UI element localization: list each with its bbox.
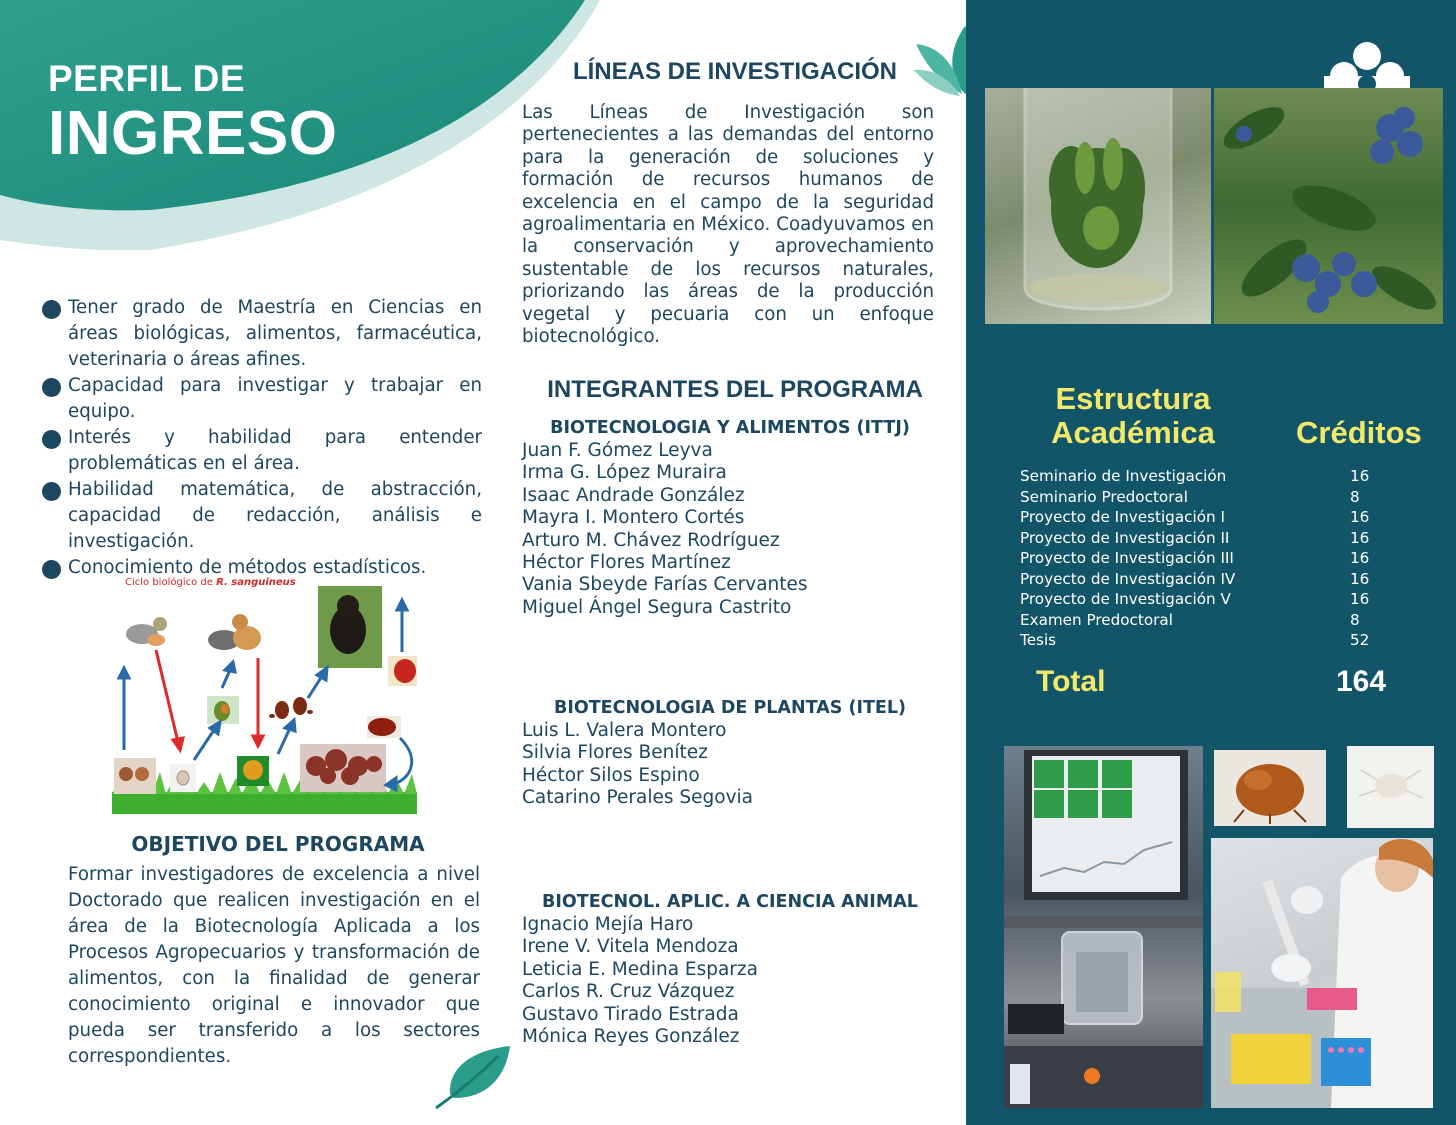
blueberries-illustration	[1214, 88, 1443, 324]
course-credits: 52	[1350, 631, 1370, 649]
list-item: Vania Sbeyde Farías Cervantes	[522, 574, 808, 596]
list-item: Ignacio Mejía Haro	[522, 914, 694, 935]
course-credits: 16	[1350, 508, 1370, 526]
objetivo-text: Formar investigadores de excelencia a nivel Doctorado que realicen investigación en el área de la Biotecnología Aplicada a los Procesos Agropecuarios y transformación de alimentos, con la finalidad de generar conocimiento original e innovador que pueda ser transferido a los sectores correspondientes.	[68, 864, 480, 1067]
estructura-heading-line1: Estructura	[1055, 381, 1211, 416]
group-heading-animal: BIOTECNOL. APLIC. A CIENCIA ANIMAL	[542, 892, 918, 912]
list-item: Juan F. Gómez Leyva	[522, 440, 713, 461]
laboratory-photo	[1211, 838, 1433, 1108]
bullet-icon	[42, 560, 61, 579]
table-row	[1020, 569, 1380, 590]
course-credits: 8	[1350, 610, 1360, 629]
group-heading-plantas: BIOTECNOLOGIA DE PLANTAS (ITEL)	[553, 698, 906, 718]
institution-seal-icon	[1324, 40, 1410, 94]
mite-illustration	[1347, 746, 1434, 828]
list-item	[42, 373, 482, 425]
bioreactor-photo	[1004, 746, 1203, 1108]
requirement-text: Habilidad matemática, de abstracción, capacidad de redacción, análisis e investigación.	[68, 479, 482, 552]
course-credits: 16	[1350, 467, 1370, 485]
bullet-icon	[42, 482, 61, 501]
beetle-photo	[1214, 750, 1326, 826]
credits-table	[1020, 466, 1380, 651]
bioreactor-illustration	[1004, 746, 1203, 1108]
list-item	[42, 477, 482, 555]
course-name: Proyecto de Investigación I	[1020, 508, 1225, 526]
caption-prefix: Ciclo biológico de	[125, 577, 217, 588]
course-name: Seminario Predoctoral	[1020, 487, 1188, 506]
estructura-heading	[1030, 382, 1236, 450]
lineas-text: Las Líneas de Investigación son pertenecientes a las demandas del entorno para la generación de soluciones y formación de recursos humanos de excelencia en el campo de la seguridad agroalimentaria en México. Coadyuvamos en la conservación y aprovechamiento sustentable de los recursos naturales, priorizando las áreas de la producción vegetal y pecuaria con un enfoque biotecnológico.	[522, 102, 934, 348]
list-item: Luis L. Valera Montero	[522, 720, 727, 741]
estructura-heading-line2: Académica	[1051, 415, 1215, 450]
list-item: Carlos R. Cruz Vázquez	[522, 981, 735, 1003]
list-item: Mayra I. Montero Cortés	[522, 507, 745, 529]
integrantes-heading: INTEGRANTES DEL PROGRAMA	[547, 376, 923, 403]
requirement-text: Interés y habilidad para entender problemáticas en el área.	[68, 427, 482, 474]
table-row	[1020, 528, 1380, 549]
total-label: Total	[1036, 665, 1106, 698]
list-item	[42, 425, 482, 477]
lineas-heading: LÍNEAS DE INVESTIGACIÓN	[572, 58, 898, 85]
life-cycle-figure	[112, 578, 417, 814]
course-name: Proyecto de Investigación III	[1020, 549, 1234, 567]
creditos-heading: Créditos	[1296, 415, 1422, 450]
blueberries-photo	[1214, 88, 1443, 324]
requirement-text: Capacidad para investigar y trabajar en equipo.	[68, 375, 482, 422]
list-item: Catarino Perales Segovia	[522, 787, 753, 809]
group-heading-alimentos: BIOTECNOLOGIA Y ALIMENTOS (ITTJ)	[550, 418, 910, 438]
course-name: Seminario de Investigación	[1020, 467, 1227, 485]
members-list-animal	[522, 914, 758, 1048]
list-item: Arturo M. Chávez Rodríguez	[522, 529, 780, 551]
caption-species: R. sanguineus	[216, 577, 296, 588]
list-item: Gustavo Tirado Estrada	[522, 1003, 739, 1025]
list-item: Leticia E. Medina Esparza	[522, 958, 758, 980]
course-credits: 16	[1350, 549, 1370, 567]
bullet-icon	[42, 378, 61, 397]
course-name: Proyecto de Investigación V	[1020, 590, 1231, 608]
total-value: 164	[1336, 665, 1387, 698]
bullet-icon	[42, 430, 61, 449]
requirement-text: Conocimiento de métodos estadísticos.	[68, 557, 427, 578]
beetle-illustration	[1214, 750, 1326, 826]
course-name: Examen Predoctoral	[1020, 610, 1173, 629]
course-credits: 8	[1350, 487, 1360, 506]
life-cycle-caption	[125, 577, 296, 588]
bullet-icon	[42, 300, 61, 319]
list-item: Silvia Flores Benítez	[522, 742, 708, 764]
list-item: Héctor Silos Espino	[522, 764, 700, 786]
list-item	[42, 295, 482, 373]
plant-in-vitro-photo	[985, 88, 1211, 324]
list-item: Irma G. López Muraira	[522, 462, 727, 484]
table-row	[1020, 487, 1380, 508]
perfil-title-line2: INGRESO	[48, 99, 338, 168]
members-list-alimentos	[522, 440, 808, 619]
list-item: Isaac Andrade González	[522, 484, 745, 506]
list-item: Héctor Flores Martínez	[522, 552, 731, 574]
perfil-title-line1: PERFIL DE	[48, 58, 246, 99]
list-item: Miguel Ángel Segura Castrito	[522, 596, 792, 618]
objetivo-heading: OBJETIVO DEL PROGRAMA	[131, 832, 425, 856]
course-credits: 16	[1350, 569, 1370, 588]
perfil-title	[48, 58, 338, 168]
table-row	[1020, 466, 1380, 487]
table-row	[1020, 507, 1380, 528]
requirements-list	[42, 295, 482, 581]
course-name: Proyecto de Investigación IV	[1020, 569, 1236, 588]
course-name: Tesis	[1020, 631, 1057, 649]
course-credits: 16	[1350, 528, 1370, 547]
list-item: Mónica Reyes González	[522, 1026, 740, 1048]
plant-in-vitro-illustration	[985, 88, 1211, 324]
table-row	[1020, 630, 1380, 651]
table-row	[1020, 610, 1380, 631]
course-credits: 16	[1350, 590, 1370, 608]
list-item: Irene V. Vitela Mendoza	[522, 936, 739, 958]
mite-photo	[1347, 746, 1434, 828]
course-name: Proyecto de Investigación II	[1020, 528, 1230, 547]
laboratory-illustration	[1211, 838, 1433, 1108]
requirement-text: Tener grado de Maestría en Ciencias en áreas biológicas, alimentos, farmacéutica, veterinaria o áreas afines.	[68, 297, 482, 370]
members-list-plantas	[522, 720, 753, 810]
leaf-icon	[432, 1042, 514, 1110]
table-row	[1020, 589, 1380, 610]
table-row	[1020, 548, 1380, 569]
